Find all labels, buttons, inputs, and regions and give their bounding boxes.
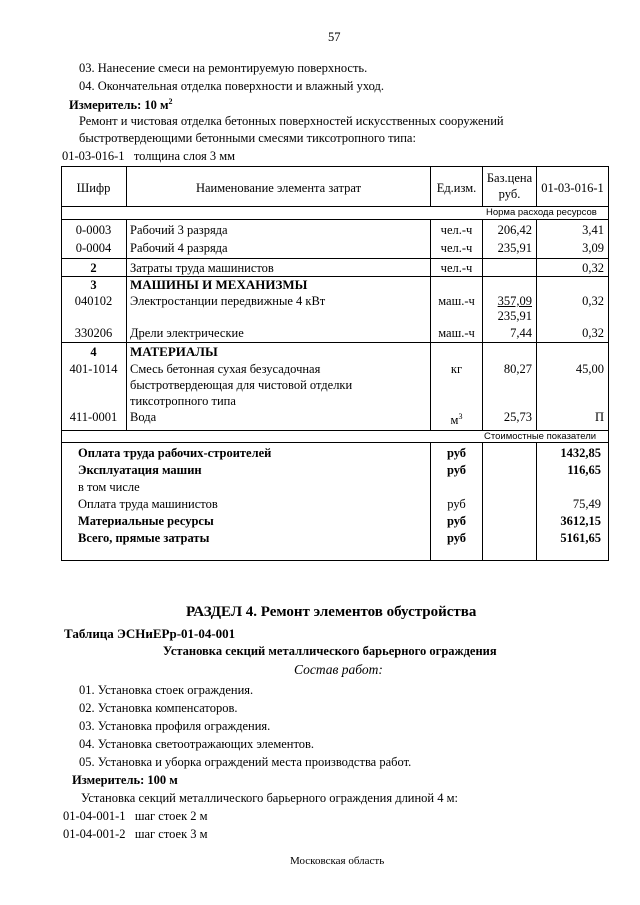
row-norm: 3,41: [582, 223, 604, 237]
row-name-line: Смесь бетонная сухая безусадочная: [130, 362, 321, 376]
measure-label: [69, 97, 173, 113]
code-text: толщина слоя 3 мм: [133, 149, 236, 163]
cost-label: Всего, прямые затраты: [78, 531, 210, 545]
row-name: Дрели электрические: [130, 326, 244, 340]
work-item: 05. Установка и уборка ограждений места производства работ.: [79, 755, 412, 769]
row-price: 25,73: [503, 410, 532, 424]
row-price: 235,91: [497, 241, 532, 255]
install-description: Установка секций металлического барьерного ограждения длиной 4 м:: [81, 791, 459, 805]
row-code: 2: [90, 261, 97, 275]
code: 01-03-016-1: [62, 149, 125, 163]
work-item: 03. Установка профиля ограждения.: [79, 719, 271, 733]
row-price: 80,27: [503, 362, 532, 376]
cost-value: 116,65: [567, 463, 601, 477]
description-line: быстротвердеющими бетонными смесями тиксотропного типа:: [79, 131, 416, 145]
row-unit: [431, 409, 482, 428]
code-line: [63, 827, 208, 842]
row-price: 7,44: [510, 326, 532, 340]
row-name: Рабочий 3 разряда: [130, 223, 228, 237]
footer: Московская область: [290, 855, 385, 867]
header-name: Наименование элемента затрат: [195, 181, 362, 195]
row-norm: 3,09: [582, 241, 604, 255]
code-line: [63, 809, 208, 824]
cost-value: 3612,15: [560, 514, 601, 528]
work-item: 01. Установка стоек ограждения.: [79, 683, 254, 697]
cost-unit: руб: [446, 531, 467, 545]
cost-unit: руб: [446, 463, 467, 477]
row-code: 0-0004: [75, 241, 112, 255]
cost-value: 5161,65: [560, 531, 601, 545]
description-line: Ремонт и чистовая отделка бетонных поверхностей искусственных сооружений: [79, 114, 504, 128]
table-label: Таблица ЭСНиЕРр-01-04-001: [64, 626, 236, 641]
work-item: 03. Нанесение смеси на ремонтируемую поверхность.: [79, 61, 368, 75]
row-code: 401-1014: [69, 362, 118, 376]
row-norm: 45,00: [575, 362, 604, 376]
work-item: 02. Установка компенсаторов.: [79, 701, 238, 715]
section-title: МАШИНЫ И МЕХАНИЗМЫ: [130, 277, 308, 292]
row-norm: П: [594, 410, 604, 424]
header-code: Шифр: [76, 181, 111, 195]
table-title: Установка секций металлического барьерного ограждения: [163, 644, 497, 658]
row-name-line: быстротвердеющая для чистовой отделки: [130, 378, 353, 392]
row-code: 0-0003: [75, 223, 112, 237]
cost-value: 75,49: [572, 497, 601, 511]
row-unit: чел.-ч: [440, 261, 473, 275]
cost-unit: руб: [447, 497, 466, 511]
row-name: Затраты труда машинистов: [130, 261, 274, 275]
cost-label: Эксплуатация машин: [78, 463, 202, 477]
code: 01-04-001-2: [63, 827, 126, 841]
measure-text: Измеритель: 10 м: [69, 98, 169, 113]
row-code: 040102: [74, 294, 113, 308]
section-title: РАЗДЕЛ 4. Ремонт элементов обустройства: [186, 604, 477, 620]
row-code: 330206: [74, 326, 113, 340]
row-name-line: тиксотропного типа: [130, 394, 236, 408]
cost-unit: руб: [446, 446, 467, 460]
row-unit: кг: [450, 362, 463, 376]
cost-label: в том числе: [78, 480, 140, 494]
section-code: 4: [90, 345, 97, 359]
cost-label: Материальные ресурсы: [78, 514, 214, 528]
page-number: 57: [328, 30, 341, 44]
row-price: 206,42: [497, 223, 532, 237]
work-item: 04. Установка светоотражающих элементов.: [79, 737, 315, 751]
row-price: 357,09: [497, 294, 532, 308]
work-composition-heading: Состав работ:: [294, 662, 383, 677]
row-unit: чел.-ч: [440, 241, 473, 255]
work-item: 04. Окончательная отделка поверхности и влажный уход.: [79, 79, 384, 93]
row-name: Рабочий 4 разряда: [130, 241, 228, 255]
row-code: 411-0001: [69, 410, 118, 424]
cost-unit: руб: [446, 514, 467, 528]
cost-subheader: Стоимостные показатели: [484, 431, 597, 442]
code-text: шаг стоек 2 м: [134, 809, 208, 823]
row-price-alt: 235,91: [497, 309, 532, 323]
row-norm: 0,32: [582, 261, 604, 275]
cost-label: Оплата труда машинистов: [78, 497, 218, 511]
row-norm: 0,32: [582, 294, 604, 308]
code-line: [62, 149, 235, 164]
measure-sup: 2: [168, 97, 173, 106]
section-title: МАТЕРИАЛЫ: [130, 344, 218, 359]
header-price: Баз.цена: [486, 171, 533, 185]
resource-table: [61, 166, 608, 561]
code-text: шаг стоек 3 м: [134, 827, 208, 841]
row-name: Электростанции передвижные 4 кВт: [130, 294, 326, 308]
norm-subheader: Норма расхода ресурсов: [486, 207, 597, 218]
row-unit: маш.-ч: [438, 326, 475, 340]
row-unit: маш.-ч: [438, 294, 475, 308]
section-code: 3: [90, 278, 97, 292]
measure-label: Измеритель: 100 м: [72, 773, 178, 787]
row-norm: 0,32: [582, 326, 604, 340]
row-name: Вода: [130, 410, 157, 424]
row-unit: чел.-ч: [440, 223, 473, 237]
cost-value: 1432,85: [560, 446, 601, 460]
header-norm: 01-03-016-1: [541, 181, 604, 195]
header-price-unit: руб.: [498, 187, 521, 201]
cost-label: Оплата труда рабочих-строителей: [78, 446, 272, 460]
unit-text: м: [450, 413, 459, 428]
header-unit: Ед.изм.: [436, 181, 477, 195]
code: 01-04-001-1: [63, 809, 126, 823]
unit-sup: 3: [458, 412, 463, 421]
